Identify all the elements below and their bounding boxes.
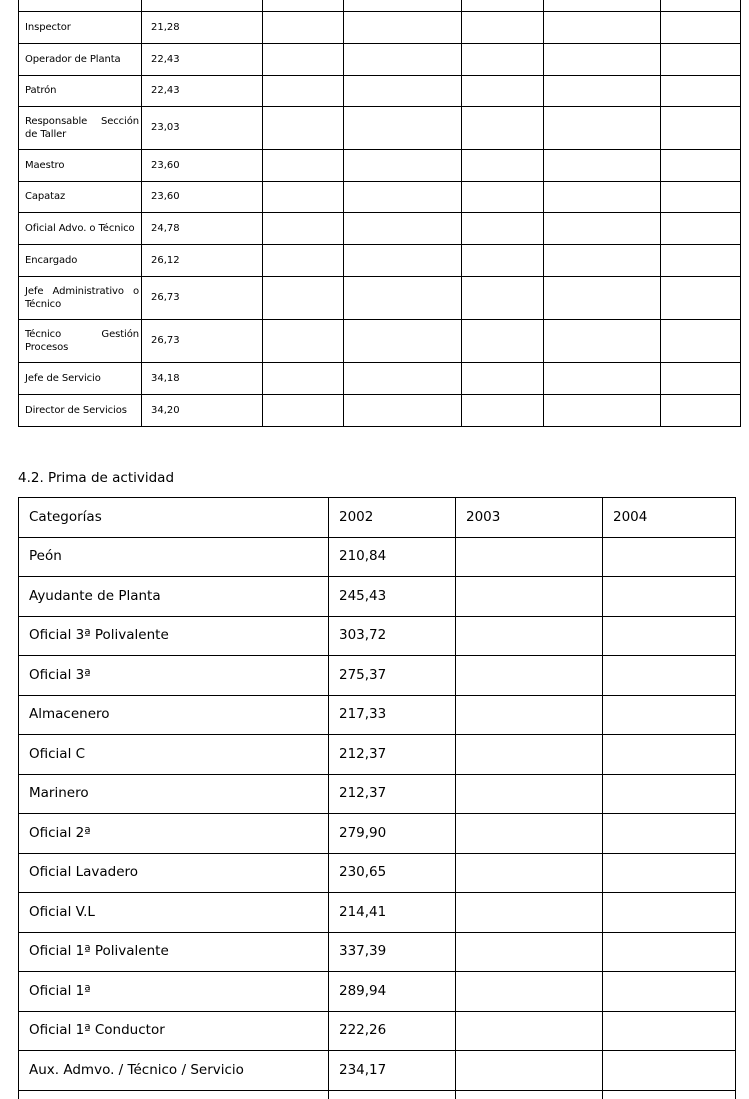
empty-cell (344, 76, 462, 107)
empty-cell (544, 277, 661, 320)
table-row (19, 695, 736, 735)
table-row (19, 363, 741, 395)
empty-cell (603, 577, 736, 617)
empty-cell (544, 76, 661, 107)
empty-cell (603, 616, 736, 656)
value-cell: 23,03 (142, 107, 263, 150)
prima-actividad-table (18, 497, 736, 1099)
empty-cell (344, 150, 462, 182)
empty-cell (544, 44, 661, 76)
category-cell: Patrón (19, 76, 142, 107)
empty-cell (661, 395, 741, 427)
empty-cell (544, 395, 661, 427)
category-cell: Encargado (19, 245, 142, 277)
empty-cell (544, 245, 661, 277)
table-row (19, 277, 741, 320)
empty-cell (344, 245, 462, 277)
category-cell: Operador de Planta (19, 44, 142, 76)
empty-cell (603, 1090, 736, 1099)
top-values-table (18, 0, 741, 427)
category-cell: Inspector (19, 12, 142, 44)
table-row (19, 932, 736, 972)
empty-cell (462, 0, 544, 12)
empty-cell (456, 537, 603, 577)
category-cell: Director de Servicios (19, 395, 142, 427)
category-cell: Ayudante de Planta (19, 577, 329, 617)
empty-cell (661, 363, 741, 395)
category-cell: Maestro (19, 150, 142, 182)
value-cell: 34,20 (142, 395, 263, 427)
table-row (19, 1051, 736, 1091)
empty-cell (462, 320, 544, 363)
value-2002-cell: 222,26 (329, 1011, 456, 1051)
empty-cell (344, 320, 462, 363)
empty-cell (263, 0, 344, 12)
empty-cell (462, 182, 544, 213)
empty-cell (263, 395, 344, 427)
table-row (19, 44, 741, 76)
empty-cell (661, 12, 741, 44)
empty-cell (456, 616, 603, 656)
empty-cell (344, 44, 462, 76)
empty-cell (263, 213, 344, 245)
empty-cell (456, 656, 603, 696)
table-row (19, 12, 741, 44)
empty-cell (544, 182, 661, 213)
empty-cell (344, 107, 462, 150)
empty-cell (462, 44, 544, 76)
table-row (19, 735, 736, 775)
value-cell: 22,43 (142, 76, 263, 107)
empty-cell (344, 182, 462, 213)
partial-row (19, 0, 741, 12)
table-row (19, 774, 736, 814)
empty-cell (603, 537, 736, 577)
value-2002-cell: 303,72 (329, 616, 456, 656)
category-cell: Oficial 1ª Conductor (19, 1011, 329, 1051)
empty-cell (456, 814, 603, 854)
empty-cell (344, 277, 462, 320)
empty-cell (142, 0, 263, 12)
empty-cell (263, 12, 344, 44)
value-cell: 34,18 (142, 363, 263, 395)
empty-cell (456, 893, 603, 933)
empty-cell (462, 107, 544, 150)
empty-cell (661, 320, 741, 363)
empty-cell (329, 1090, 456, 1099)
empty-cell (456, 695, 603, 735)
value-2002-cell: 275,37 (329, 656, 456, 696)
table-row (19, 656, 736, 696)
empty-cell (603, 1051, 736, 1091)
empty-cell (544, 213, 661, 245)
table-row (19, 395, 741, 427)
empty-cell (456, 774, 603, 814)
value-2002-cell: 217,33 (329, 695, 456, 735)
column-header-categorias: Categorías (19, 498, 329, 538)
empty-cell (456, 1090, 603, 1099)
value-cell: 23,60 (142, 150, 263, 182)
empty-cell (263, 44, 344, 76)
empty-cell (544, 320, 661, 363)
category-cell: Oficial Lavadero (19, 853, 329, 893)
table-row (19, 972, 736, 1012)
empty-cell (456, 853, 603, 893)
empty-cell (263, 107, 344, 150)
empty-cell (263, 150, 344, 182)
table-row (19, 245, 741, 277)
empty-cell (456, 972, 603, 1012)
empty-cell (603, 972, 736, 1012)
empty-cell (462, 213, 544, 245)
column-header-2003: 2003 (456, 498, 603, 538)
empty-cell (603, 932, 736, 972)
empty-cell (603, 774, 736, 814)
table-row (19, 213, 741, 245)
category-cell: Jefe de Servicio (19, 363, 142, 395)
value-cell: 22,43 (142, 44, 263, 76)
value-cell: 24,78 (142, 213, 263, 245)
value-cell: 23,60 (142, 182, 263, 213)
empty-cell (603, 735, 736, 775)
table-row (19, 150, 741, 182)
table-row (19, 1011, 736, 1051)
section-title: 4.2. Prima de actividad (18, 470, 175, 486)
value-2002-cell: 289,94 (329, 972, 456, 1012)
empty-cell (456, 932, 603, 972)
empty-cell (661, 277, 741, 320)
empty-cell (344, 363, 462, 395)
empty-cell (661, 182, 741, 213)
empty-cell (462, 76, 544, 107)
empty-cell (544, 150, 661, 182)
category-cell: Técnico Gestión Procesos (19, 320, 142, 363)
empty-cell (661, 107, 741, 150)
table-row (19, 537, 736, 577)
category-cell: Marinero (19, 774, 329, 814)
header-row (19, 498, 736, 538)
empty-cell (661, 0, 741, 12)
category-cell: Oficial 3ª Polivalente (19, 616, 329, 656)
empty-cell (456, 577, 603, 617)
empty-cell (263, 182, 344, 213)
empty-cell (462, 363, 544, 395)
empty-cell (263, 245, 344, 277)
empty-cell (456, 1051, 603, 1091)
category-cell: Aux. Admvo. / Técnico / Servicio (19, 1051, 329, 1091)
empty-cell (462, 277, 544, 320)
table-row (19, 577, 736, 617)
empty-cell (603, 1011, 736, 1051)
empty-cell (544, 363, 661, 395)
table-row (19, 107, 741, 150)
empty-cell (19, 1090, 329, 1099)
empty-cell (456, 1011, 603, 1051)
value-2002-cell: 230,65 (329, 853, 456, 893)
value-2002-cell: 337,39 (329, 932, 456, 972)
category-cell: Oficial 3ª (19, 656, 329, 696)
value-2002-cell: 279,90 (329, 814, 456, 854)
empty-cell (263, 76, 344, 107)
empty-cell (661, 44, 741, 76)
value-2002-cell: 212,37 (329, 774, 456, 814)
table-row (19, 76, 741, 107)
empty-cell (603, 656, 736, 696)
value-2002-cell: 212,37 (329, 735, 456, 775)
value-cell: 26,12 (142, 245, 263, 277)
value-cell: 26,73 (142, 320, 263, 363)
empty-cell (263, 363, 344, 395)
partial-row (19, 1090, 736, 1099)
category-cell: Oficial 1ª Polivalente (19, 932, 329, 972)
empty-cell (462, 150, 544, 182)
empty-cell (263, 320, 344, 363)
category-cell: Almacenero (19, 695, 329, 735)
empty-cell (344, 395, 462, 427)
empty-cell (19, 0, 142, 12)
empty-cell (661, 213, 741, 245)
table-row (19, 853, 736, 893)
value-2002-cell: 214,41 (329, 893, 456, 933)
empty-cell (263, 277, 344, 320)
category-cell: Oficial Advo. o Técnico (19, 213, 142, 245)
value-2002-cell: 245,43 (329, 577, 456, 617)
empty-cell (544, 107, 661, 150)
empty-cell (603, 853, 736, 893)
table-row (19, 893, 736, 933)
empty-cell (462, 395, 544, 427)
empty-cell (544, 0, 661, 12)
empty-cell (603, 695, 736, 735)
category-cell: Responsable Sección de Taller (19, 107, 142, 150)
category-cell: Jefe Administrativo o Técnico (19, 277, 142, 320)
table-row (19, 182, 741, 213)
column-header-2004: 2004 (603, 498, 736, 538)
empty-cell (462, 245, 544, 277)
empty-cell (344, 12, 462, 44)
table-row (19, 814, 736, 854)
empty-cell (544, 12, 661, 44)
value-cell: 26,73 (142, 277, 263, 320)
empty-cell (456, 735, 603, 775)
empty-cell (344, 0, 462, 12)
value-2002-cell: 210,84 (329, 537, 456, 577)
empty-cell (344, 213, 462, 245)
column-header-2002: 2002 (329, 498, 456, 538)
empty-cell (661, 245, 741, 277)
category-cell: Oficial 2ª (19, 814, 329, 854)
category-cell: Oficial V.L (19, 893, 329, 933)
category-cell: Oficial 1ª (19, 972, 329, 1012)
category-cell: Capataz (19, 182, 142, 213)
category-cell: Oficial C (19, 735, 329, 775)
empty-cell (462, 12, 544, 44)
empty-cell (661, 150, 741, 182)
empty-cell (661, 76, 741, 107)
table-row (19, 616, 736, 656)
table-row (19, 320, 741, 363)
empty-cell (603, 893, 736, 933)
value-2002-cell: 234,17 (329, 1051, 456, 1091)
empty-cell (603, 814, 736, 854)
value-cell: 21,28 (142, 12, 263, 44)
category-cell: Peón (19, 537, 329, 577)
